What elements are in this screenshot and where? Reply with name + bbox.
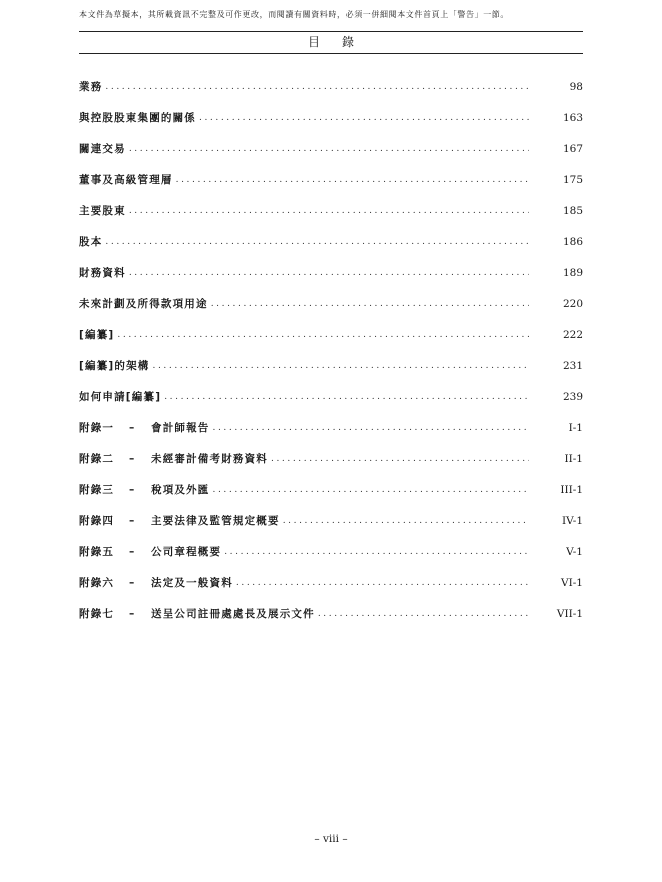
appendix-number: 附錄七 xyxy=(79,608,115,620)
dot-leader xyxy=(211,297,529,311)
appendix-number: 附錄三 xyxy=(79,484,115,496)
dot-leader xyxy=(129,142,529,156)
toc-entry-label: 主要法律及監管規定概要 xyxy=(151,515,280,527)
toc-entry-label: 業務 xyxy=(79,81,103,93)
toc-entry-label: 會計師報告 xyxy=(151,422,210,434)
toc-entry-page: 175 xyxy=(562,174,583,186)
toc-entry-page: 189 xyxy=(562,267,583,279)
toc-appendix-5[interactable] xyxy=(79,545,583,576)
toc-entry-5[interactable] xyxy=(79,235,583,266)
toc-entry-page: III-1 xyxy=(560,484,583,496)
toc-entry-label: 主要股東 xyxy=(79,205,126,217)
toc-entry-page: V-1 xyxy=(566,546,583,558)
toc-entry-page: 186 xyxy=(562,236,583,248)
toc-entry-label: 財務資料 xyxy=(79,267,126,279)
toc-appendix-3[interactable] xyxy=(79,483,583,514)
dot-leader xyxy=(129,204,529,218)
appendix-dash: – xyxy=(129,546,136,558)
dot-leader xyxy=(105,80,529,94)
appendix-dash: – xyxy=(129,422,136,434)
toc-appendix-6[interactable] xyxy=(79,576,583,607)
appendix-dash: – xyxy=(129,608,136,620)
dot-leader xyxy=(176,173,529,187)
dot-leader xyxy=(271,452,529,466)
toc-entry-9[interactable] xyxy=(79,359,583,390)
appendix-dash: – xyxy=(129,453,136,465)
toc-appendix-1[interactable] xyxy=(79,421,583,452)
toc-entry-label: 送呈公司註冊處處長及展示文件 xyxy=(151,608,315,620)
dot-leader xyxy=(283,514,529,528)
toc-entry-page: I-1 xyxy=(568,422,583,434)
appendix-number: 附錄一 xyxy=(79,422,115,434)
toc-entry-label: [編纂]的架構 xyxy=(79,360,150,372)
table-of-contents xyxy=(79,80,583,638)
toc-entry-label: 未經審計備考財務資料 xyxy=(151,453,268,465)
dot-leader xyxy=(199,111,529,125)
toc-entry-page: 167 xyxy=(562,143,583,155)
appendix-dash: – xyxy=(129,515,136,527)
toc-entry-0[interactable] xyxy=(79,80,583,111)
toc-entry-1[interactable] xyxy=(79,111,583,142)
dot-leader xyxy=(224,545,529,559)
toc-entry-page: 231 xyxy=(562,360,583,372)
toc-entry-page: IV-1 xyxy=(562,515,583,527)
appendix-number: 附錄四 xyxy=(79,515,115,527)
dot-leader xyxy=(236,576,529,590)
toc-entry-label: 稅項及外匯 xyxy=(151,484,210,496)
appendix-dash: – xyxy=(129,577,136,589)
toc-entry-label: 法定及一般資料 xyxy=(151,577,233,589)
toc-entry-10[interactable] xyxy=(79,390,583,421)
toc-appendix-2[interactable] xyxy=(79,452,583,483)
dot-leader xyxy=(213,483,530,497)
toc-entry-label: 關連交易 xyxy=(79,143,126,155)
appendix-number: 附錄五 xyxy=(79,546,115,558)
page-title-text: 目錄 xyxy=(307,35,376,49)
toc-entry-page: VII-1 xyxy=(556,608,583,620)
toc-entry-label: 未來計劃及所得款項用途 xyxy=(79,298,208,310)
dot-leader xyxy=(164,390,529,404)
toc-entry-page: II-1 xyxy=(564,453,583,465)
title-underline xyxy=(79,53,583,54)
toc-entry-page: 239 xyxy=(562,391,583,403)
toc-entry-page: VI-1 xyxy=(561,577,583,589)
toc-appendix-4[interactable] xyxy=(79,514,583,545)
toc-entry-page: 220 xyxy=(562,298,583,310)
appendix-number: 附錄六 xyxy=(79,577,115,589)
dot-leader xyxy=(153,359,530,373)
toc-entry-label: 股本 xyxy=(79,236,103,248)
toc-entry-label: 與控股股東集團的關係 xyxy=(79,112,196,124)
dot-leader xyxy=(318,607,529,621)
toc-entry-6[interactable] xyxy=(79,266,583,297)
toc-entry-page: 98 xyxy=(569,81,583,93)
toc-entry-page: 185 xyxy=(562,205,583,217)
toc-entry-page: 163 xyxy=(562,112,583,124)
toc-entry-label: 公司章程概要 xyxy=(151,546,222,558)
toc-entry-2[interactable] xyxy=(79,142,583,173)
dot-leader xyxy=(129,266,529,280)
toc-entry-3[interactable] xyxy=(79,173,583,204)
dot-leader xyxy=(105,235,529,249)
top-rule xyxy=(79,31,583,32)
toc-entry-label: 董事及高級管理層 xyxy=(79,174,173,186)
appendix-number: 附錄二 xyxy=(79,453,115,465)
dot-leader xyxy=(213,421,530,435)
toc-entry-8[interactable] xyxy=(79,328,583,359)
toc-entry-label: [編纂] xyxy=(79,329,115,341)
toc-entry-4[interactable] xyxy=(79,204,583,235)
appendix-dash: – xyxy=(129,484,136,496)
toc-entry-7[interactable] xyxy=(79,297,583,328)
toc-entry-label: 如何申請[編纂] xyxy=(79,391,162,403)
toc-entry-page: 222 xyxy=(562,329,583,341)
dot-leader xyxy=(117,328,529,342)
toc-appendix-7[interactable] xyxy=(79,607,583,638)
page-number-footer: – viii – xyxy=(314,833,348,845)
draft-warning-note: 本文件為草擬本，其所載資訊不完整及可作更改，而閱讀有關資料時，必須一併細閱本文件首頁上「警告」一節。 xyxy=(79,10,509,19)
page-title xyxy=(79,33,583,50)
